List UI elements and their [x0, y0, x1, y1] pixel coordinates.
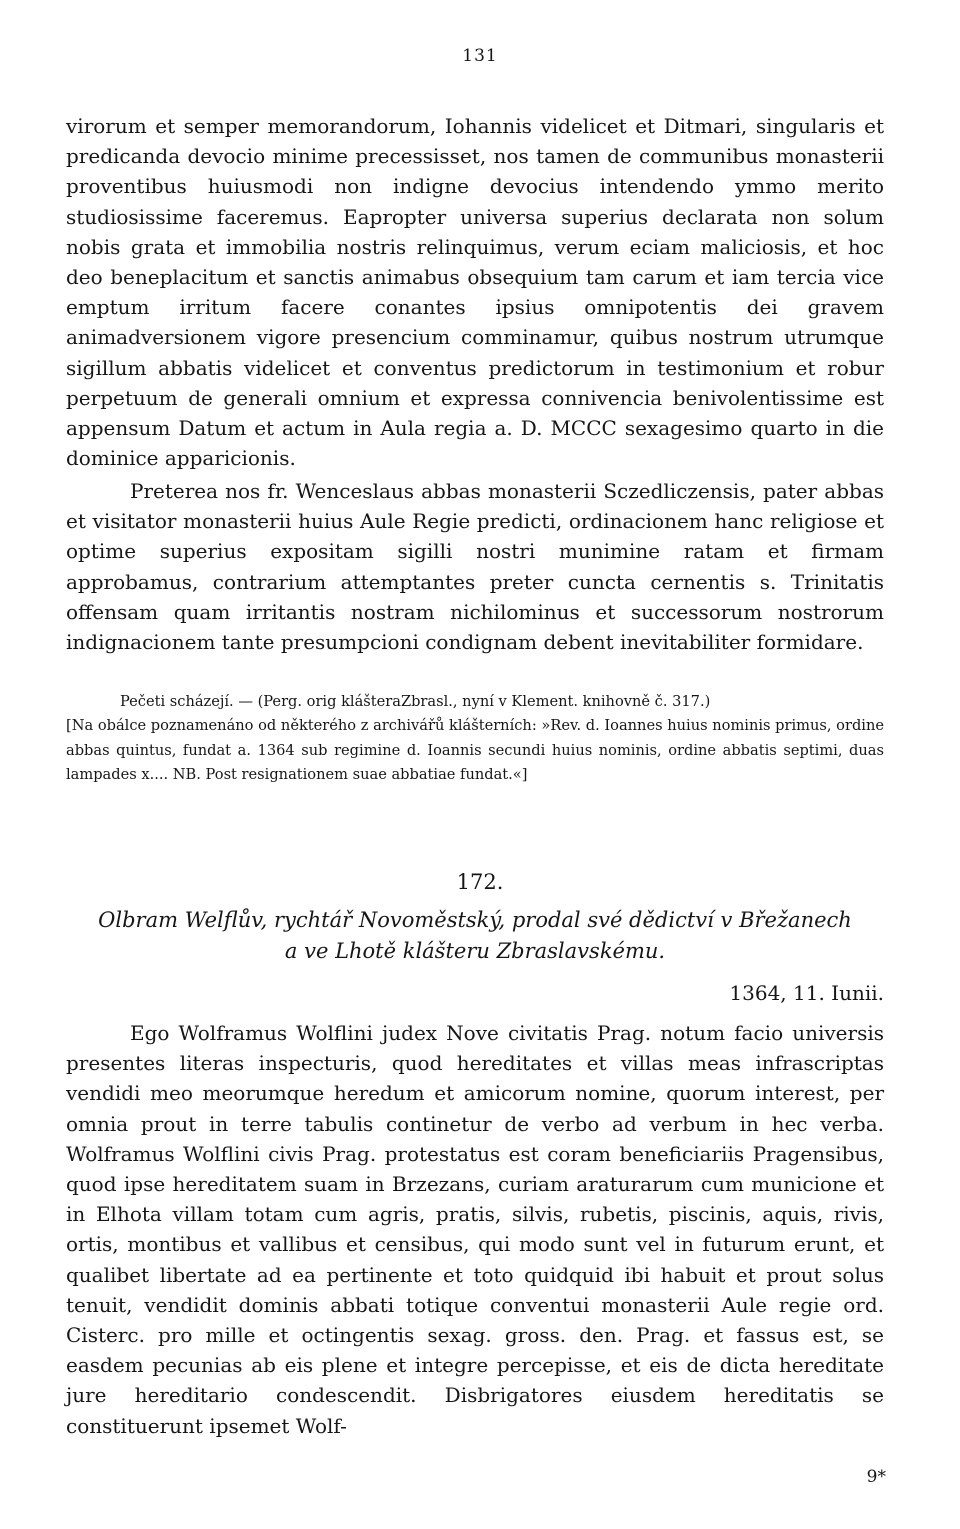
document-title-line-2: a ve Lhotě klášteru Zbraslavskému. [284, 939, 666, 963]
note-seals: Pečeti scházejí. — (Perg. orig klášteraZbrasl., nyní v Klement. knihovně č. 317.) [120, 693, 711, 710]
paragraph-confirmation: Preterea nos fr. Wenceslaus abbas monasterii Sczedliczensis, pater abbas et visitator monasterii huius Aule Regie predicti, ordinacionem hanc religiose et optime superius expositam sigilli nostri munimine ratam et firmam approbamus, contrarium attemptantes preter cuncta cernentis s. Trinitatis offensam quam irritantis nostram nichilominus et successorum nostrorum indignacionem tante presumpcioni condignam debent inevitabiliter formidare. [66, 479, 884, 655]
confirmation-text-block [66, 476, 884, 657]
document-date: 1364, 11. Iunii. [729, 981, 884, 1005]
editorial-note [66, 690, 884, 788]
signature-mark: 9* [866, 1467, 886, 1487]
note-envelope: [Na obálce poznamenáno od některého z archivářů klášterních: »Rev. d. Ioannes huius nominis primus, ordine abbas quintus, fundat a. 1364 sub regimine d. Ioannis secundi huius nominis, ordine abbatis septimi, duas lampades x.... NB. Post resignationem suae abbatiae fundat.«] [66, 717, 884, 784]
document-title-line-1: Olbram Welflův, rychtář Novoměstský, prodal své dědictví v Břežanech [98, 908, 852, 932]
page-number: 131 [462, 46, 498, 66]
paragraph-charter: Ego Wolframus Wolflini judex Nove civitatis Prag. notum facio universis presentes literas inspecturis, quod hereditates et villas meas infrascriptas vendidi meo meorumque heredum et amicorum nomine, quorum interest, per omnia prout in terre tabulis continetur de verbo ad verbum in hec verba. Wolframus Wolflini civis Prag. protestatus est coram beneficiariis Pragensibus, quod ipse hereditatem suam in Brzezans, curiam araturarum cum municione et in Elhota villam totam cum agris, pratis, silvis, rubetis, piscinis, aquis, rivis, ortis, montibus et vallibus et censibus, qui modo sunt vel in futurum erunt, et qualibet libertate ad ea pertinente et toto quidquid ibi habuit et prout solus tenuit, vendidit dominis abbati totique conventui monasterii Aule regie ord. Cisterc. pro mille et octingentis sexag. gross. den. Prag. et fassus est, se easdem pecunias ab eis plene et integre percepisse, et eis de dicta hereditate jure hereditario condescendit. Disbrigatores eiusdem hereditatis se constituerunt ipsemet Wolf- [66, 1021, 884, 1438]
document-title [66, 905, 884, 967]
paragraph-continuation: virorum et semper memorandorum, Iohannis videlicet et Ditmari, singularis et predicanda devocio minime precessisset, nos tamen de communibus monasterii proventibus huiusmodi non indigne devocius intendendo ymmo merito studiosissime faceremus. Eapropter universa superius declarata non solum nobis grata et immobilia nostris relinquimus, verum eciam maliciosis, et hoc deo beneplacitum et sanctis animabus obsequium tam carum et iam tercia vice emptum irritum facere conantes ipsius omnipotentis dei gravem animadversionem vigore presencium comminamur, quibus nostrum utrumque sigillum abbatis videlicet et conventus predictorum in testimonium et robur perpetuum de generali omnium et expressa connivencia benivolentissime est appensum Datum et actum in Aula regia a. D. MCCC sexagesimo quarto in die dominice apparicionis. [66, 114, 884, 471]
continued-text-block [66, 111, 884, 473]
charter-text-block [66, 1018, 884, 1441]
document-number: 172. [456, 870, 504, 894]
